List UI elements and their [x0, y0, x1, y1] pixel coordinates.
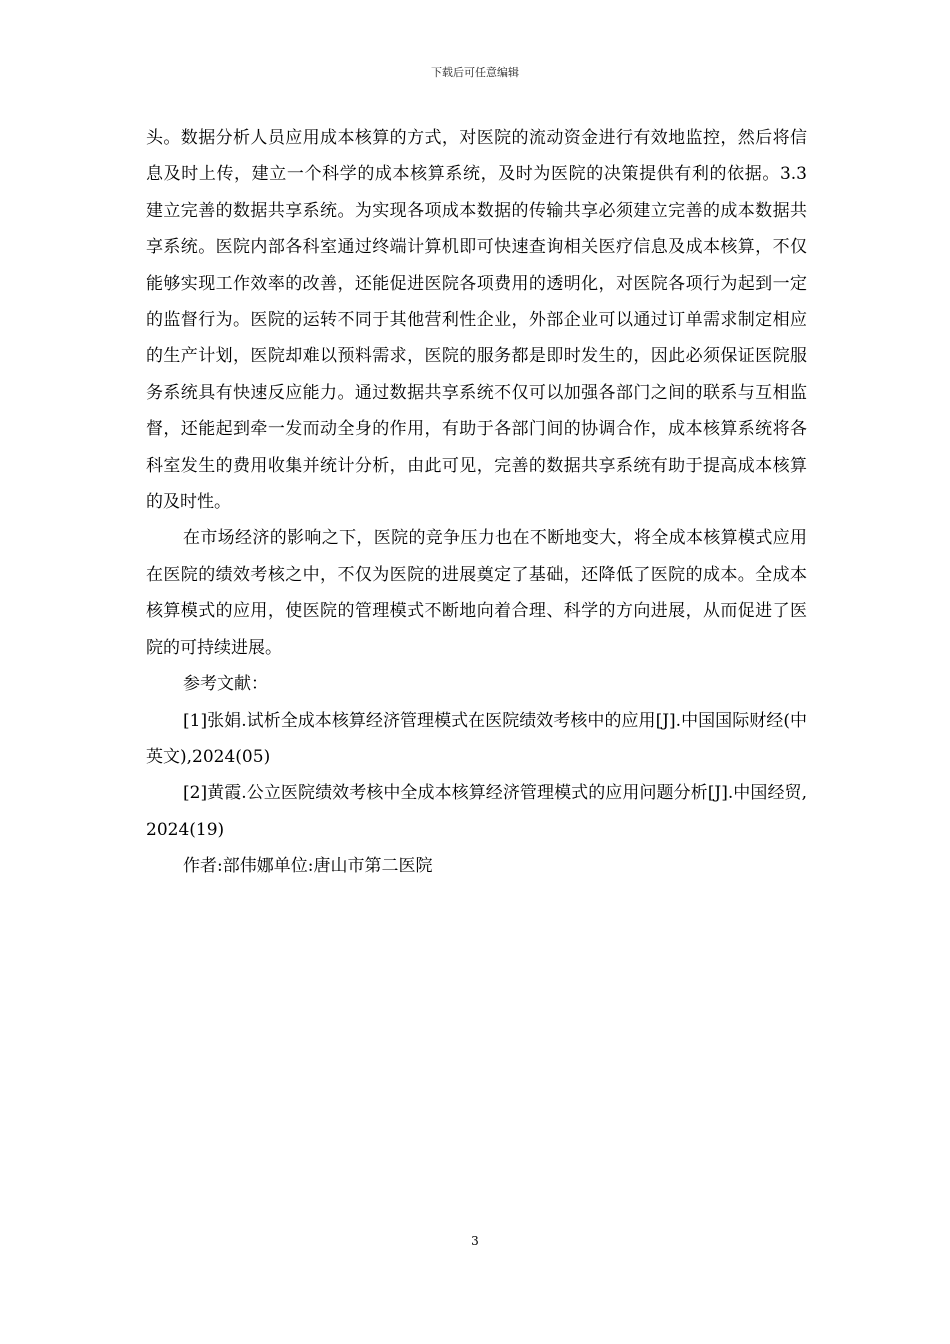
body-paragraph-1: 头。数据分析人员应用成本核算的方式，对医院的流动资金进行有效地监控，然后将信息及时上传，建立一个科学的成本核算系统，及时为医院的决策提供有利的依据。3.3 建立完善的数据共享系统。为实现各项成本数据的传输共享必须建立完善的成本数据共享系统。医院内部各科室通过终端计算机即可快速查询相关医疗信息及成本核算，不仅能够实现工作效率的改善，还能促进医院各项费用的透明化，对医院各项行为起到一定的监督行为。医院的运转不同于其他营利性企业，外部企业可以通过订单需求制定相应的生产计划，医院却难以预料需求，医院的服务都是即时发生的，因此必须保证医院服务系统具有快速反应能力。通过数据共享系统不仅可以加强各部门之间的联系与互相监督，还能起到牵一发而动全身的作用，有助于各部门间的协调合作，成本核算系统将各科室发生的费用收集并统计分析，由此可见，完善的数据共享系统有助于提高成本核算的及时性。 — [146, 128, 807, 513]
body-paragraph-2: 在市场经济的影响之下，医院的竞争压力也在不断地变大，将全成本核算模式应用在医院的绩效考核之中，不仅为医院的进展奠定了基础，还降低了医院的成本。全成本核算模式的应用，使医院的管理模式不断地向着合理、科学的方向进展，从而促进了医院的可持续进展。 — [146, 528, 807, 658]
author-line: 作者:部伟娜单位:唐山市第二医院 — [183, 856, 433, 877]
reference-item-2: [2]黄霞.公立医院绩效考核中全成本核算经济管理模式的应用问题分析[J].中国经贸,2024(19) — [146, 783, 807, 840]
references-heading: 参考文献： — [183, 674, 268, 695]
page-header-note: 下载后可任意编辑 — [431, 66, 519, 79]
page-number: 3 — [471, 1234, 479, 1248]
document-body — [146, 120, 807, 885]
reference-item-1: [1]张娟.试析全成本核算经济管理模式在医院绩效考核中的应用[J].中国国际财经(中英文),2024(05) — [146, 710, 807, 767]
